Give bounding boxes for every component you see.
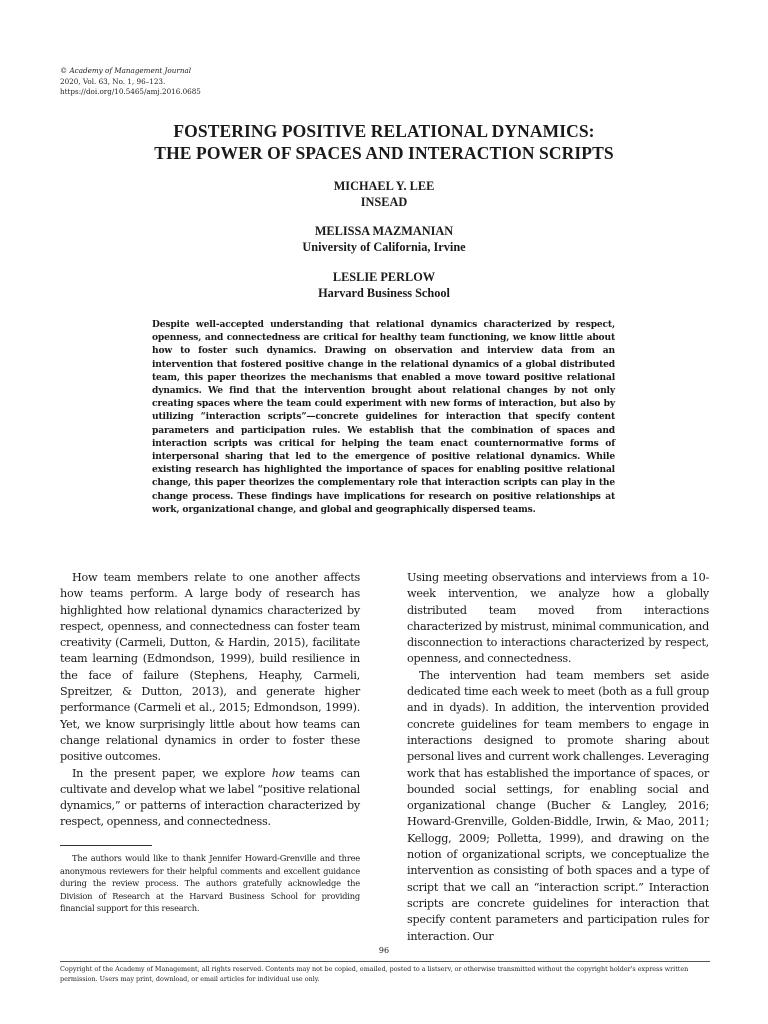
abstract: Despite well-accepted understanding that relational dynamics characterized by respect, openness, and connectedness are critical for healthy team functioning, we know little about how to foster such dynamics. Drawing on observation and interview data from an intervention that fostered positive change in the relational dynamics of a global distributed team, this paper theorizes the mechanisms that enabled a move toward positive relational dynamics. We find that the intervention brought about relational changes by not only creating spaces where the team could experiment with new forms of interaction, but also by utilizing “interaction scripts”—concrete guidelines for interaction that specify content parameters and participation rules. We establish that the combination of spaces and interaction scripts was critical for helping the team enact counternormative forms of interpersonal sharing that led to the emergence of positive relational dynamics. While existing research has highlighted the importance of spaces for enabling positive relational change, this paper theorizes the complementary role that interaction scripts can play in the change process. These findings have implications for research on positive relationships at work, organizational change, and global and geographically dispersed teams. (152, 319, 615, 515)
body-column-left (60, 570, 360, 831)
doi-link[interactable]: https://doi.org/10.5465/amj.2016.0685 (60, 87, 201, 96)
footnote-divider (60, 845, 152, 846)
title-line-2: THE POWER OF SPACES AND INTERACTION SCRIPTS (154, 143, 614, 163)
page-number: 96 (378, 946, 390, 955)
title-line-1: FOSTERING POSITIVE RELATIONAL DYNAMICS: (173, 121, 595, 141)
body-paragraph: The intervention had team members set aside dedicated time each week to meet (both as a full group and in dyads). In addition, the intervention provided concrete guidelines for team members to engage in interactions designed to promote sharing about personal lives and current work challenges. Leveraging work that has established the importance of spaces, or bounded social settings, for enabling social and organizational change (Bucher & Langley, 2016; Howard-Grenville, Golden-Biddle, Irwin, & Mao, 2011; Kellogg, 2009; Polletta, 1999), and drawing on the notion of organizational scripts, we conceptualize the intervention as consisting of both spaces and a type of script that we call an “interaction script.” Interaction scripts are concrete guidelines for interaction that specify content parameters and participation rules for interaction. Our (407, 668, 709, 943)
author-affiliation: University of California, Irvine (302, 240, 466, 254)
body-paragraph: Using meeting observations and interviews from a 10-week intervention, we analyze how a globally distributed team moved from interactions characterized by mistrust, minimal communication, and disconnection to interactions characterized by respect, openness, and connectedness. (407, 571, 710, 666)
author-name: MELISSA MAZMANIAN (314, 224, 454, 238)
author-name: LESLIE PERLOW (332, 270, 436, 284)
author-block-3 (60, 269, 708, 301)
author-affiliation: Harvard Business School (318, 286, 450, 300)
journal-header (60, 66, 201, 98)
journal-name: © Academy of Management Journal (60, 66, 192, 75)
author-affiliation: INSEAD (360, 195, 408, 209)
body-paragraph: How team members relate to one another affects how teams perform. A large body of research has highlighted how relational dynamics characterized by respect, openness, and connectedness can foster team creativity (Carmeli, Dutton, & Hardin, 2015), facilitate team learning (Edmondson, 1999), build resilience in the face of failure (Stephens, Heaphy, Carmeli, Spreitzer, & Dutton, 2013), and generate higher performance (Carmeli et al., 2015; Edmondson, 1999). Yet, we know surprisingly little about how teams can change relational dynamics in order to foster these positive outcomes. (60, 571, 360, 764)
author-block-1 (60, 178, 708, 210)
author-name: MICHAEL Y. LEE (333, 179, 435, 193)
acknowledgment-footnote: The authors would like to thank Jennifer Howard-Grenville and three anonymous reviewers for their helpful comments and excellent guidance during the review process. The authors gratefully acknowledge the Division of Research at the Harvard Business School for providing financial support for this research. (60, 853, 360, 913)
journal-citation: 2020, Vol. 63, No. 1, 96–123. (60, 76, 166, 86)
footer-divider (60, 961, 710, 962)
author-block-2 (60, 223, 708, 255)
copyright-notice: Copyright of the Academy of Management, all rights reserved. Contents may not be copied, emailed, posted to a listserv, or otherwise transmitted without the copyright holder's express written permission. Users may print, download, or email articles for individual use only. (60, 965, 689, 983)
body-paragraph: In the present paper, we explore how teams can cultivate and develop what we label “positive relational dynamics,” or patterns of interaction characterized by respect, openness, and connectedness. (60, 766, 360, 829)
article-title (60, 120, 708, 164)
body-column-right (407, 570, 709, 945)
